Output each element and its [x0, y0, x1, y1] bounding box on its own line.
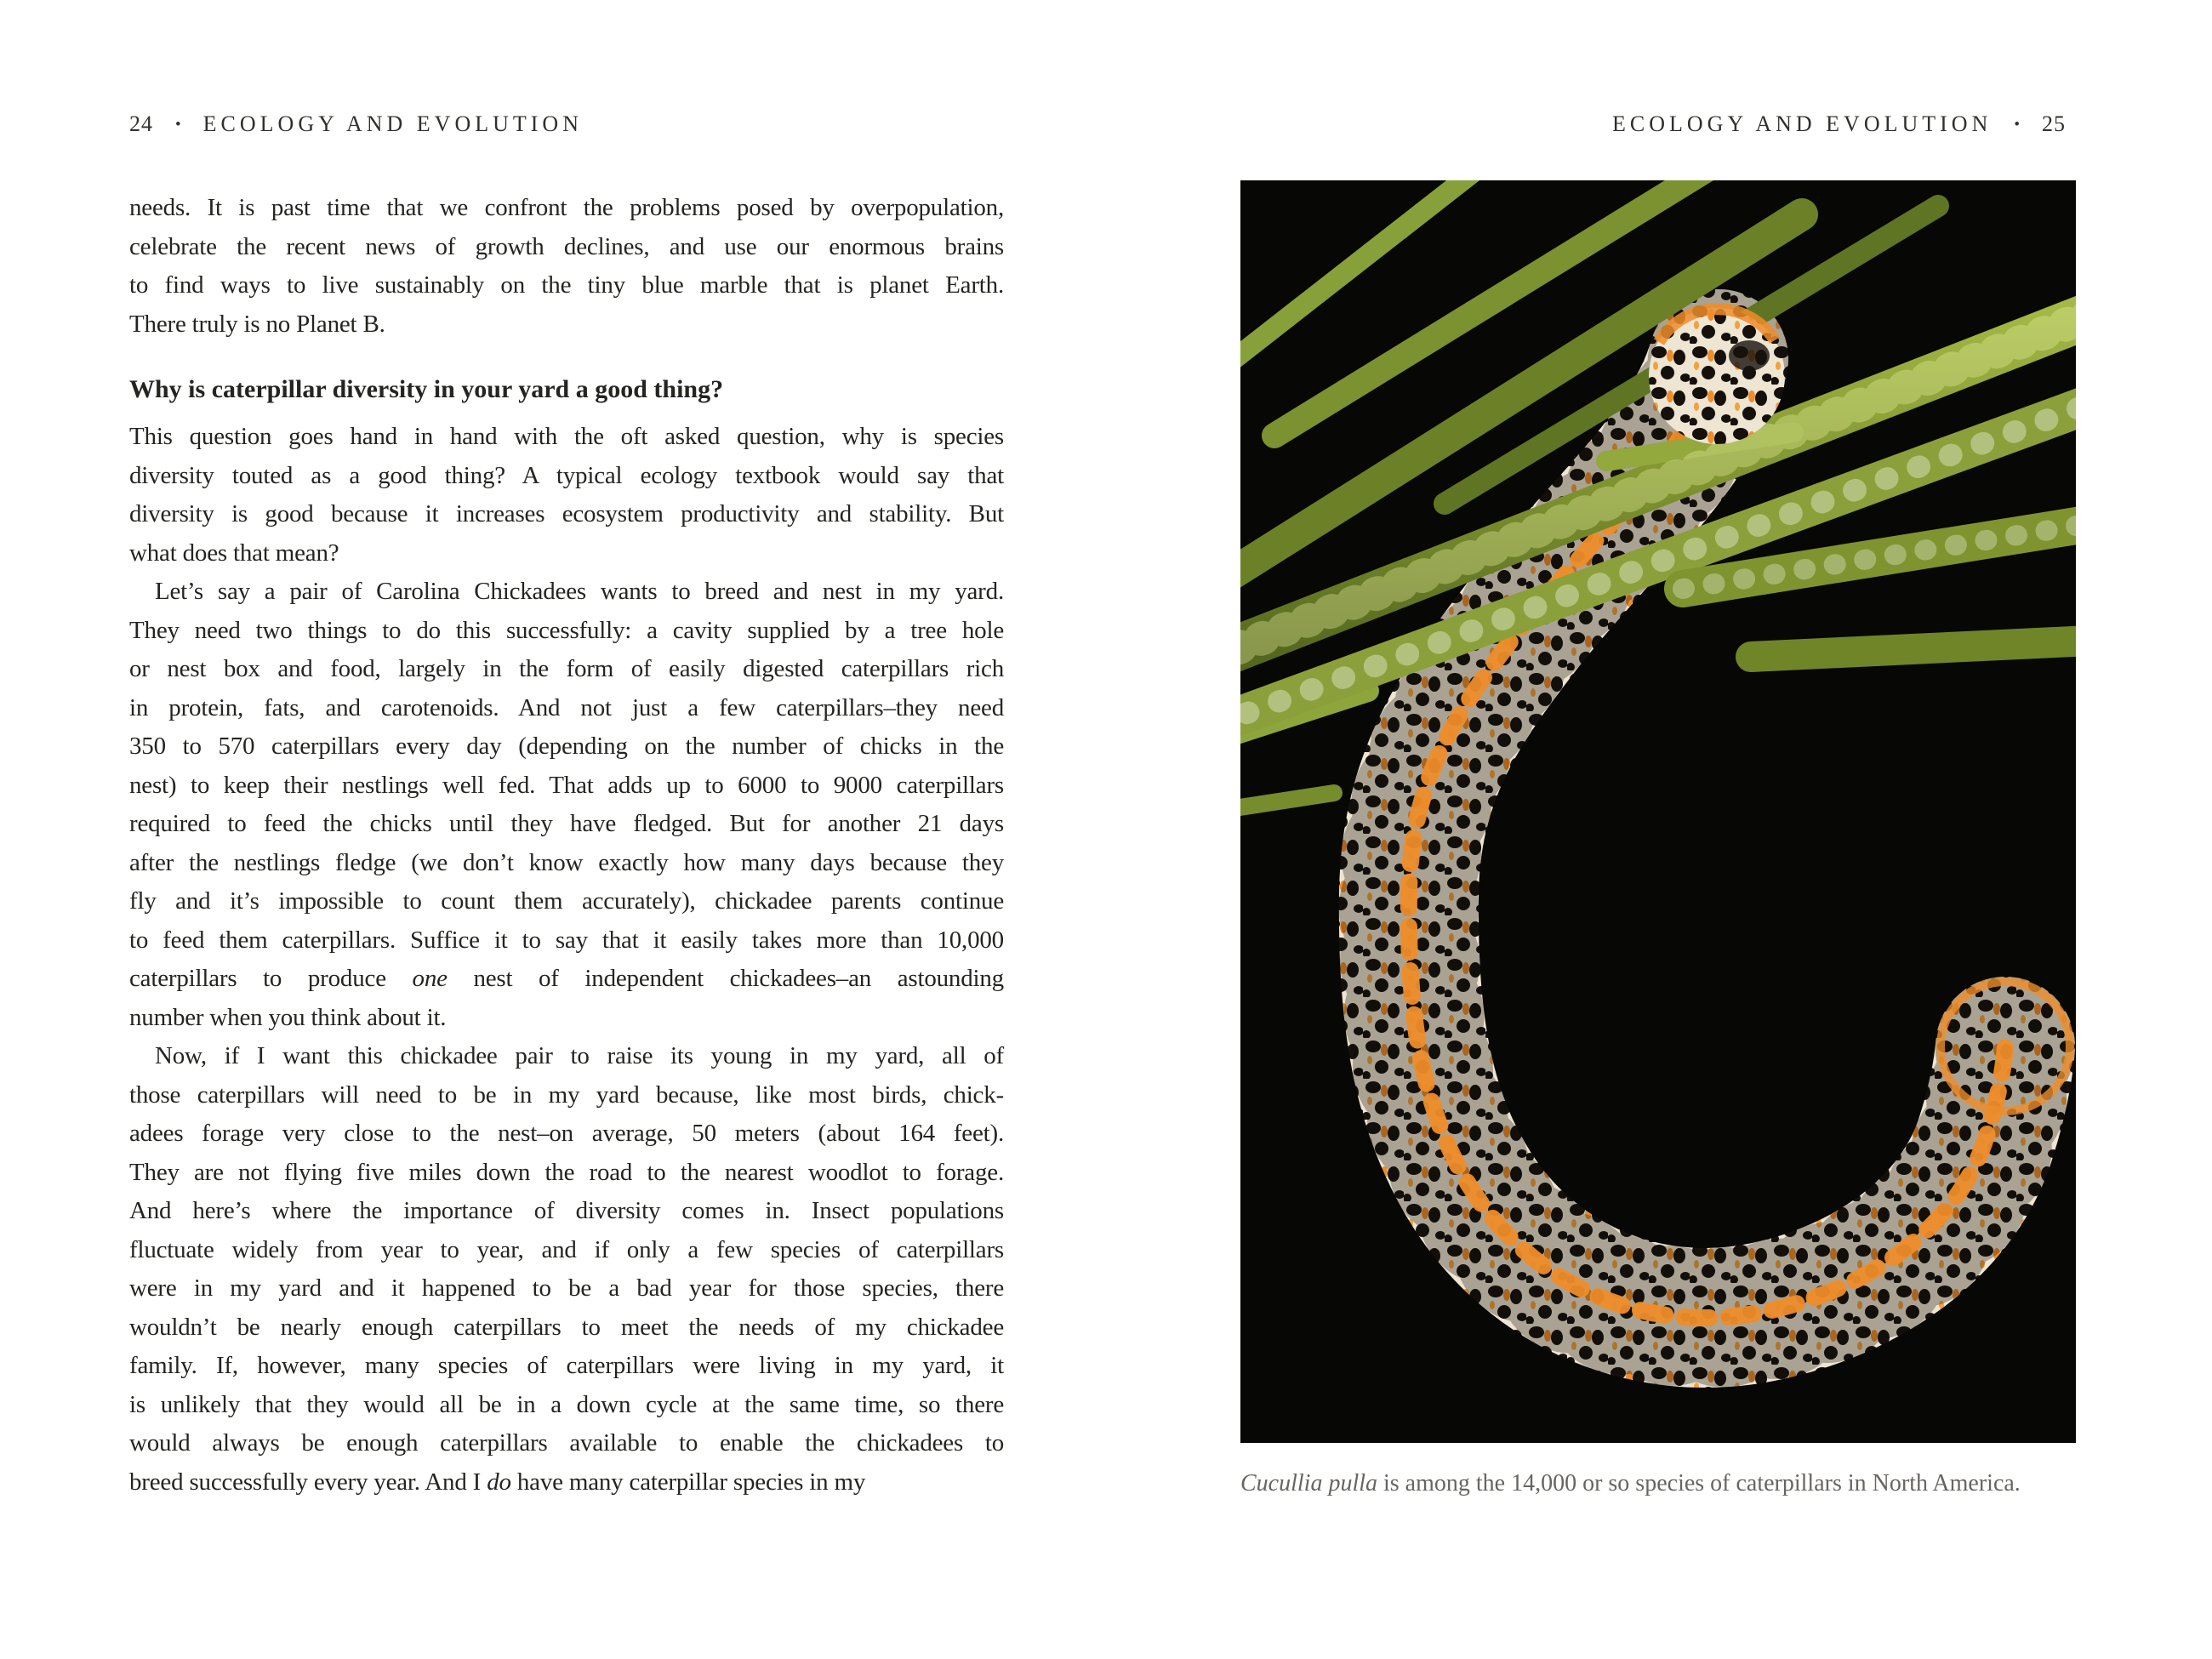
- caterpillar-head-graphic: [1649, 308, 1785, 444]
- paragraph: [129, 189, 1004, 344]
- photo-caption: [1240, 1468, 2091, 1499]
- text-line: fluctuate widely from year to year, and if only a few species of caterpillars: [129, 1235, 1004, 1263]
- bullet-separator: •: [175, 116, 181, 134]
- running-head-title: ECOLOGY AND EVOLUTION: [1612, 111, 1993, 136]
- text-line: 350 to 570 caterpillars every day (depending on the number of chicks in the: [129, 733, 1004, 760]
- text-line: caterpillars to produce one nest of independent chickadees–an astounding: [129, 965, 1004, 992]
- paragraph: [129, 1037, 1004, 1502]
- running-head-left: [129, 111, 583, 139]
- text-line: Now, if I want this chickadee pair to raise its young in my yard, all of: [155, 1042, 1004, 1069]
- text-line: nest) to keep their nestlings well fed. That adds up to 6000 to 9000 caterpillars: [129, 771, 1004, 799]
- text-line: Let’s say a pair of Carolina Chickadees wants to breed and nest in my yard.: [155, 578, 1004, 605]
- text-line: adees forage very close to the nest–on average, 50 meters (about 164 feet).: [129, 1120, 1004, 1147]
- text-line: They need two things to do this successfully: a cavity supplied by a tree hole: [129, 616, 1004, 644]
- text-line: fly and it’s impossible to count them accurately), chickadee parents continue: [129, 887, 1004, 915]
- caterpillar-photo: [1240, 180, 2076, 1443]
- text-line: in protein, fats, and carotenoids. And not just a few caterpillars–they need: [129, 693, 1004, 721]
- text-line: diversity touted as a good thing? A typical ecology textbook would say that: [129, 461, 1004, 489]
- text-line: wouldn’t be nearly enough caterpillars to meet the needs of my chickadee: [129, 1313, 1004, 1341]
- text-line: required to feed the chicks until they have fledged. But for another 21 days: [129, 810, 1004, 837]
- text-line: diversity is good because it increases ecosystem productivity and stability. But: [129, 500, 1004, 527]
- running-head-right: [1612, 111, 2066, 139]
- text-line: There truly is no Planet B.: [129, 310, 385, 338]
- paragraph: [129, 418, 1004, 573]
- text-line: to find ways to live sustainably on the tiny blue marble that is planet Earth.: [129, 271, 1004, 299]
- page-number-left: 24: [129, 111, 153, 136]
- text-line: what does that mean?: [129, 539, 339, 567]
- text-line: would always be enough caterpillars available to enable the chickadees to: [129, 1429, 1004, 1457]
- text-line: or nest box and food, largely in the form of easily digested caterpillars rich: [129, 655, 1004, 682]
- text-line: needs. It is past time that we confront the problems posed by overpopulation,: [129, 194, 1004, 221]
- bullet-separator: •: [2014, 116, 2020, 134]
- text-line: those caterpillars will need to be in my yard because, like most birds, chick-: [129, 1080, 1004, 1109]
- section-heading: Why is caterpillar diversity in your yard a good thing?: [129, 375, 724, 403]
- running-head-title: ECOLOGY AND EVOLUTION: [202, 111, 583, 136]
- text-line: number when you think about it.: [129, 1003, 447, 1031]
- text-line: And here’s where the importance of diversity comes in. Insect populations: [129, 1197, 1004, 1224]
- paragraph: [129, 573, 1004, 1037]
- page-number-right: 25: [2042, 111, 2066, 136]
- caption-species-name: Cucullia pulla: [1240, 1470, 1377, 1497]
- caterpillar-photo-graphic: [1240, 180, 2076, 1443]
- text-line: They are not flying five miles down the road to the nearest woodlot to forage.: [129, 1158, 1004, 1186]
- text-line: to feed them caterpillars. Suffice it to say that it easily takes more than 10,000: [129, 926, 1004, 954]
- text-line: This question goes hand in hand with the oft asked question, why is species: [129, 423, 1004, 450]
- text-line: after the nestlings fledge (we don’t know exactly how many days because they: [129, 848, 1004, 876]
- text-line: family. If, however, many species of caterpillars were living in my yard, it: [129, 1352, 1004, 1379]
- caption-text: is among the 14,000 or so species of caterpillars in North America.: [1377, 1470, 2021, 1497]
- text-line: breed successfully every year. And I do have many caterpillar species in my: [129, 1468, 866, 1496]
- body-text: [129, 189, 1004, 1502]
- text-line: is unlikely that they would all be in a down cycle at the same time, so there: [129, 1390, 1004, 1418]
- text-line: celebrate the recent news of growth declines, and use our enormous brains: [129, 232, 1004, 260]
- text-line: were in my yard and it happened to be a bad year for those species, there: [129, 1274, 1004, 1302]
